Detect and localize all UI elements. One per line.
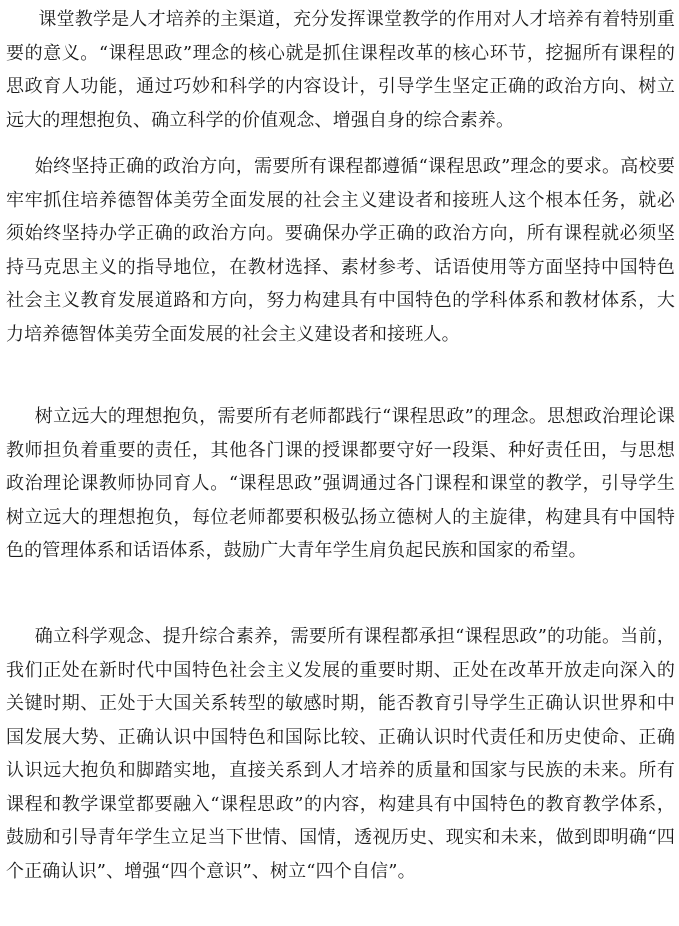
paragraph-1: 课堂教学是人才培养的主渠道，充分发挥课堂教学的作用对人才培养有着特别重要的意义。“课程思政”理念的核心就是抓住课程改革的核心环节，挖掘所有课程的思政育人功能，通过巧妙和科学的内容设计，引导学生坚定正确的政治方向、树立远大的理想抱负、确立科学的价值观念、增强自身的综合素养。 <box>6 9 675 131</box>
paragraph-2: 始终坚持正确的政治方向，需要所有课程都遵循“课程思政”理念的要求。高校要牢牢抓住培养德智体美劳全面发展的社会主义建设者和接班人这个根本任务，就必须始终坚持办学正确的政治方向。要确保办学正确的政治方向，所有课程就必须坚持马克思主义的指导地位，在教材选择、素材参考、话语使用等方面坚持中国特色社会主义教育发展道路和方向，努力构建具有中国特色的学科体系和教材体系，大力培养德智体美劳全面发展的社会主义建设者和接班人。 <box>6 156 675 345</box>
paragraph-4: 确立科学观念、提升综合素养，需要所有课程都承担“课程思政”的功能。当前，我们正处在新时代中国特色社会主义发展的重要时期、正处在改革开放走向深入的关键时期、正处于大国关系转型的敏感时期，能否教育引导学生正确认识世界和中国发展大势、正确认识中国特色和国际比较、正确认识时代责任和历史使命、正确认识远大抱负和脚踏实地，直接关系到人才培养的质量和国家与民族的未来。所有课程和教学课堂都要融入“课程思政”的内容，构建具有中国特色的教育教学体系，鼓励和引导青年学生立足当下世情、国情，透视历史、现实和未来，做到即明确“四个正确认识”、增强“四个意识”、树立“四个自信”。 <box>6 626 675 882</box>
paragraph-3: 树立远大的理想抱负，需要所有老师都践行“课程思政”的理念。思想政治理论课教师担负着重要的责任，其他各门课的授课都要守好一段渠、种好责任田，与思想政治理论课教师协同育人。“课程思政”强调通过各门课程和课堂的教学，引导学生树立远大的理想抱负，每位老师都要积极弘扬立德树人的主旋律，构建具有中国特色的管理体系和话语体系，鼓励广大青年学生肩负起民族和国家的希望。 <box>6 406 675 561</box>
